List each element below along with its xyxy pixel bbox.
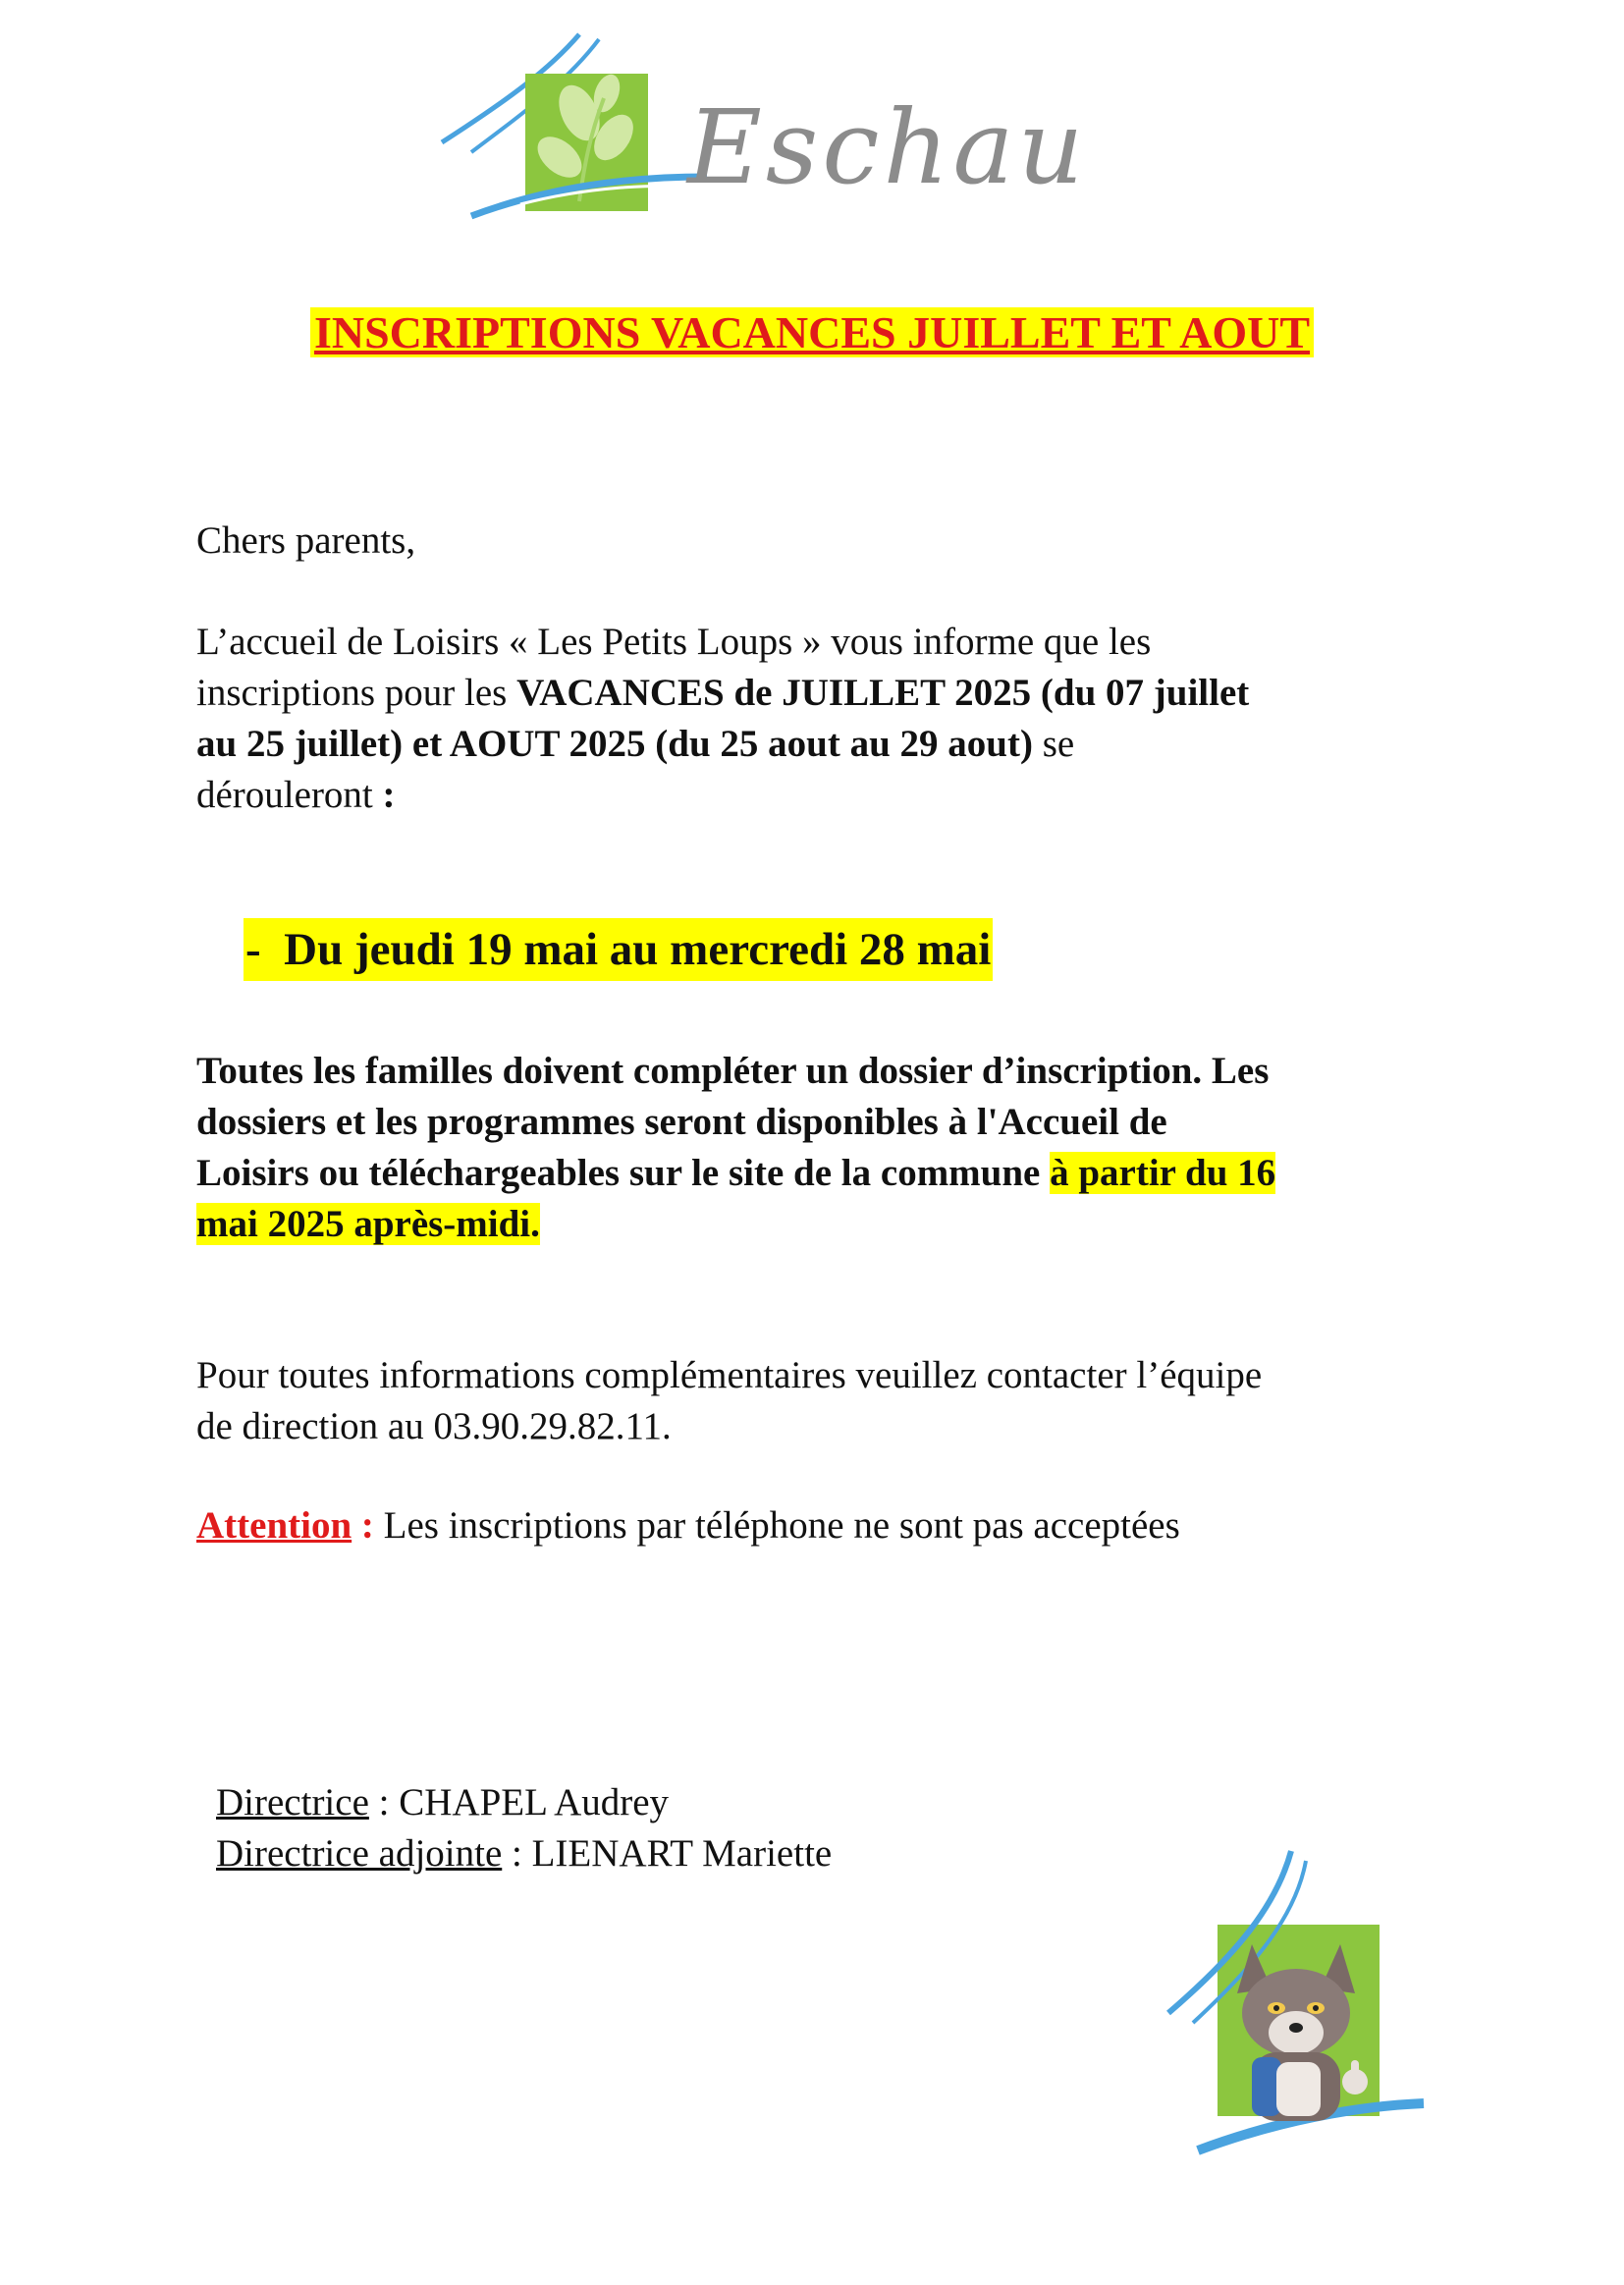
attention-text: Les inscriptions par téléphone ne sont pas acceptées xyxy=(373,1504,1180,1547)
intro-line-2-text: inscriptions pour les xyxy=(196,672,517,714)
families-line-3 xyxy=(196,1148,1275,1199)
page-title-wrapper xyxy=(0,304,1624,361)
availability-date-end: mai 2025 après-midi. xyxy=(196,1203,540,1245)
info-line-1: Pour toutes informations complémentaires veuillez contacter l’équipe xyxy=(196,1354,1263,1396)
staff-director-sep: : xyxy=(368,1781,400,1823)
registration-dates xyxy=(244,918,993,981)
eschau-logo xyxy=(432,29,1218,226)
families-line-2: dossiers et les programmes seront disponibles à l'Accueil de xyxy=(196,1101,1167,1143)
holiday-july: VACANCES de JUILLET 2025 (du 07 juillet xyxy=(516,672,1250,714)
staff-director-role: Directrice xyxy=(216,1781,369,1823)
staff-deputy xyxy=(216,1828,832,1879)
intro-colon: : xyxy=(382,774,396,816)
staff-director-name: CHAPEL Audrey xyxy=(399,1781,670,1823)
families-line-4 xyxy=(196,1199,540,1250)
holiday-august: au 25 juillet) et AOUT 2025 (du 25 aout au 29 aout) xyxy=(196,723,1033,765)
intro-line-3-text: se xyxy=(1032,723,1075,765)
attention-colon: : xyxy=(352,1504,374,1547)
staff-director xyxy=(216,1777,669,1828)
attention-label: Attention xyxy=(196,1504,352,1547)
intro-line-4-text: dérouleront xyxy=(196,774,383,816)
registration-dates-text: Du jeudi 19 mai au mercredi 28 mai xyxy=(284,924,992,975)
intro-line-3 xyxy=(196,719,1074,770)
families-line-3-text: Loisirs ou téléchargeables sur le site de la commune xyxy=(196,1152,1051,1194)
intro-line-1: L’accueil de Loisirs « Les Petits Loups » vous informe que les xyxy=(196,621,1152,663)
attention-notice xyxy=(196,1500,1180,1551)
greeting: Chers parents, xyxy=(196,519,416,562)
staff-deputy-sep: : xyxy=(502,1832,532,1875)
intro-line-2 xyxy=(196,668,1249,719)
wolf-mascot-icon xyxy=(1159,1846,1434,2170)
info-line-2: de direction au 03.90.29.82.11. xyxy=(196,1405,672,1447)
logo-wordmark: Eschau xyxy=(687,87,1088,207)
staff-deputy-name: LIENART Mariette xyxy=(531,1832,833,1875)
intro-line-4 xyxy=(196,770,396,821)
families-line-1: Toutes les familles doivent compléter un dossier d’inscription. Les xyxy=(196,1050,1270,1092)
availability-date-highlight: à partir du 16 xyxy=(1050,1152,1276,1194)
mascot-logo xyxy=(1159,1846,1434,2170)
staff-deputy-role: Directrice adjointe xyxy=(216,1832,503,1875)
page-title: INSCRIPTIONS VACANCES JUILLET ET AOUT xyxy=(310,307,1314,357)
bullet-dash: - xyxy=(245,924,261,975)
